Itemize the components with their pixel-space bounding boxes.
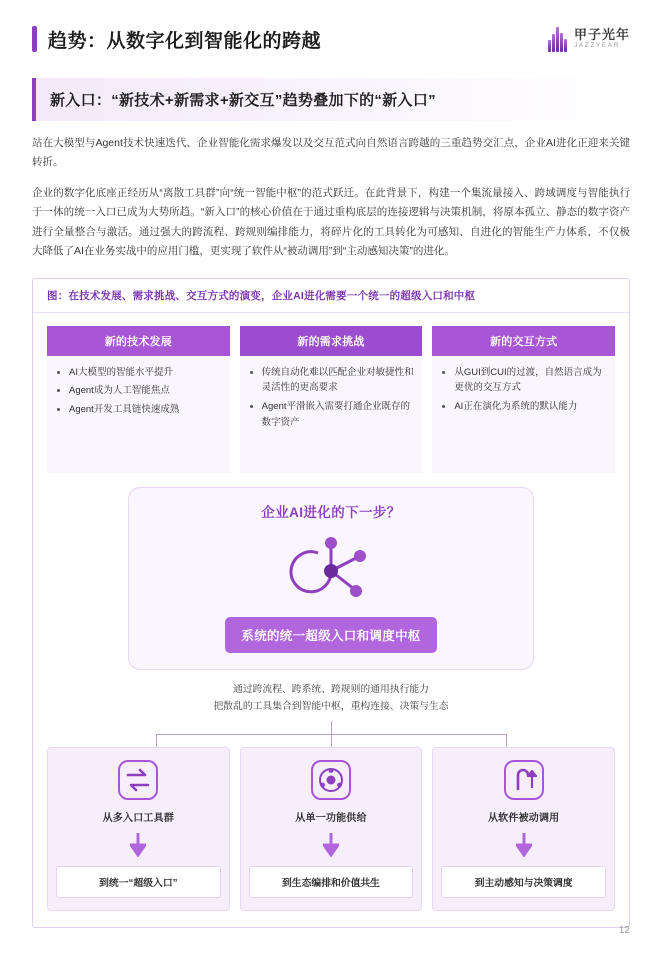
list-item: • AI正在演化为系统的默认能力 — [454, 399, 607, 415]
molecule-icon — [288, 531, 374, 605]
branch-connector — [101, 721, 561, 747]
figure-block — [32, 278, 630, 928]
card-interaction-title: 新的交互方式 — [432, 326, 615, 356]
list-item: • Agent平滑嵌入需要打通企业既存的数字资产 — [262, 399, 415, 431]
under-text-line-1: 通过跨流程、跨系统、跨规则的通用执行能力 — [233, 683, 429, 695]
target-circles-icon — [311, 760, 351, 800]
center-under-text — [33, 681, 629, 715]
bottom-columns — [33, 747, 629, 911]
paragraph-1: 站在大模型与Agent技术快速迭代、企业智能化需求爆发以及交互范式向自然语言跨越的三重趋势交汇点，企业AI进化正迎来关键转折。 — [32, 137, 630, 169]
center-pill-label: 系统的统一超级入口和调度中枢 — [225, 617, 436, 653]
connector-drop-center — [331, 734, 332, 747]
list-item: • AI大模型的智能水平提升 — [69, 365, 222, 381]
down-arrow-icon-2 — [323, 833, 339, 857]
connector-drop-right — [506, 734, 507, 747]
section-subheading: 新入口：“新技术+新需求+新交互”趋势叠加下的“新入口” — [32, 78, 630, 121]
logo-name-cn: 甲子光年 — [573, 26, 630, 42]
page-header — [0, 0, 660, 78]
under-text-line-2: 把散乱的工具集合到智能中枢，重构连接、决策与生态 — [213, 700, 449, 712]
bottom-column-2 — [240, 747, 423, 911]
page-number: 12 — [618, 925, 630, 936]
logo-name-en: JAZZYEAR — [573, 42, 621, 50]
down-arrow-icon-1 — [130, 833, 146, 857]
bottom-result-3: 到主动感知与决策调度 — [441, 866, 606, 898]
page-title: 趋势：从数字化到智能化的跨越 — [48, 30, 322, 52]
three-cards-row — [33, 313, 629, 473]
card-technology-body — [47, 356, 230, 473]
connector-stem — [331, 721, 332, 734]
logo-text — [574, 28, 630, 50]
logo-mark-icon — [548, 26, 567, 52]
swap-arrows-icon — [118, 760, 158, 800]
card-technology-title: 新的技术发展 — [47, 326, 230, 356]
list-item: • Agent成为人工智能焦点 — [69, 383, 222, 399]
card-demand-body — [240, 356, 423, 473]
card-interaction-body — [432, 356, 615, 473]
bottom-label-1: 从多入口工具群 — [102, 812, 175, 824]
bottom-column-3 — [432, 747, 615, 911]
card-interaction — [432, 326, 615, 473]
center-highlight-block — [128, 487, 534, 670]
center-question: 企业AI进化的下一步？ — [261, 504, 401, 520]
upward-arrows-icon — [504, 760, 544, 800]
bottom-label-3: 从软件被动调用 — [487, 812, 560, 824]
page-content — [0, 78, 660, 928]
card-technology — [47, 326, 230, 473]
connector-drop-left — [156, 734, 157, 747]
title-accent-bar — [32, 26, 37, 52]
paragraph-2: 企业的数字化底座正经历从“离散工具群”向“统一智能中枢”的范式跃迁。在此背景下，构建一个集流量接入、跨域调度与智能执行于一体的统一入口已成为大势所趋。“新入口”的核心价值在于通过重构底层的连接逻辑与决策机制，将原本孤立、静态的数字资产进行全量整合与激活。通过强大的跨流程、跨规则编排能力，将碎片化的工具转化为可感知、自进化的智能生产力体系，不仅极大降低了AI在业务实战中的应用门槛，更实现了软件从“被动调用”到“主动感知决策”的进化。 — [32, 186, 630, 258]
list-item: • Agent开发工具链快速成熟 — [69, 402, 222, 418]
bottom-column-1 — [47, 747, 230, 911]
list-item: • 从GUI到CUI的过渡，自然语言成为更优的交互方式 — [454, 365, 607, 397]
card-demand-title: 新的需求挑战 — [240, 326, 423, 356]
figure-caption: 图：在技术发展、需求挑战、交互方式的演变，企业AI进化需要一个统一的超级入口和中枢 — [33, 279, 629, 313]
down-arrow-icon-3 — [516, 833, 532, 857]
card-demand — [240, 326, 423, 473]
list-item: • 传统自动化难以匹配企业对敏捷性和灵活性的更高要求 — [262, 365, 415, 397]
bottom-result-2: 到生态编排和价值共生 — [249, 866, 414, 898]
bottom-label-2: 从单一功能供给 — [295, 812, 367, 824]
brand-logo — [548, 26, 630, 52]
bottom-result-1: 到统一“超级入口” — [56, 866, 221, 898]
